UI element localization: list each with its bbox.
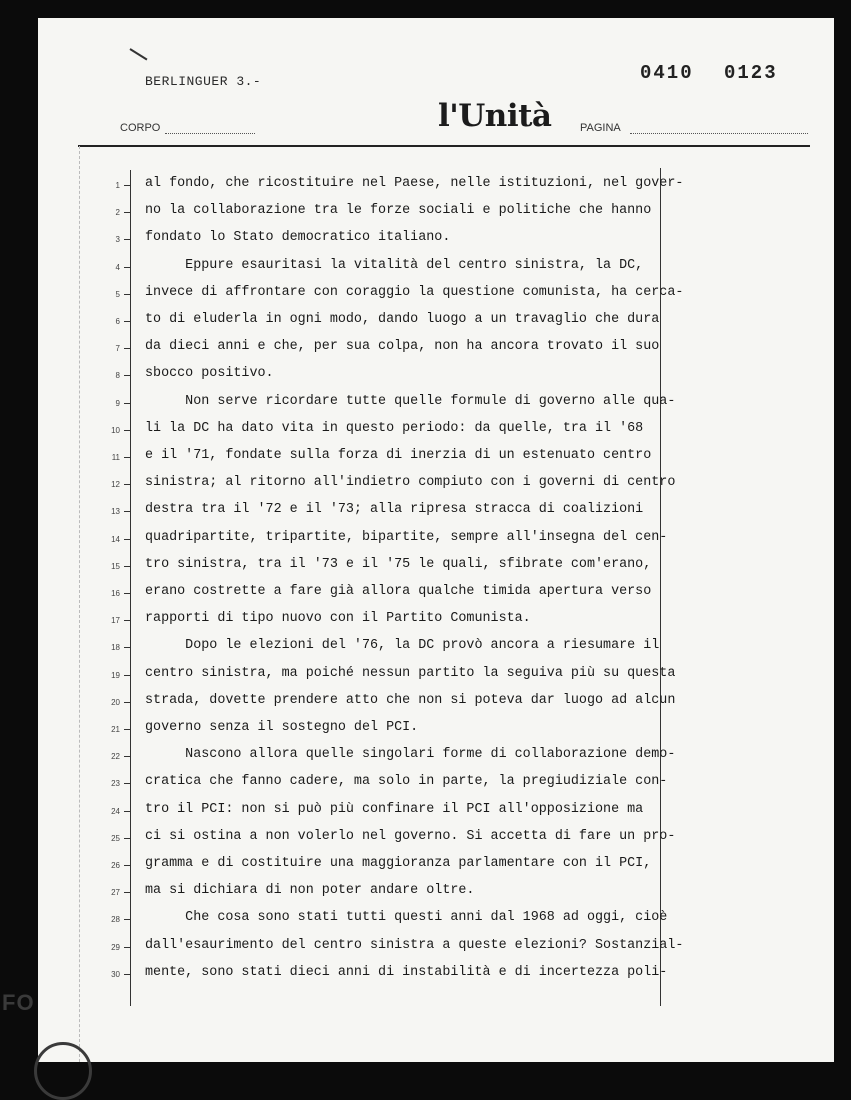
text-line: mente, sono stati dieci anni di instabilità e di incertezza poli- [145,964,668,980]
margin-tick [124,511,130,512]
line-number: 8 [115,371,120,381]
line-number: 4 [115,262,120,272]
text-line: Eppure esauritasi la vitalità del centro sinistra, la DC, [145,257,644,273]
margin-tick [124,675,130,676]
line-number: 15 [111,561,120,571]
line-number: 14 [111,534,120,544]
text-line: Nascono allora quelle singolari forme di collaborazione demo- [145,747,676,763]
line-number: 17 [111,616,120,626]
text-line: invece di affrontare con coraggio la questione comunista, ha cerca- [145,284,684,300]
text-line: no la collaborazione tra le forze sociali e politiche che hanno [145,203,652,219]
margin-tick [124,375,130,376]
line-number: 20 [111,697,120,707]
line-number: 24 [111,806,120,816]
text-line: to di eluderla in ogni modo, dando luogo a un travaglio che dura [145,312,660,327]
doc-number-right: 0123 [724,62,778,84]
line-number: 25 [111,833,120,843]
text-line: quadripartite, tripartite, bipartite, sempre all'insegna del cen- [145,529,668,545]
text-line: e il '71, fondate sulla forza di inerzia di un estenuato centro [145,448,652,463]
text-line: destra tra il '72 e il '73; alla ripresa stracca di coalizioni [145,502,644,518]
margin-tick [124,539,130,540]
line-number: 13 [111,507,120,517]
margin-tick [124,321,130,322]
line-number: 7 [115,344,120,354]
line-number: 26 [111,861,120,870]
text-line: dall'esaurimento del centro sinistra a queste elezioni? Sostanzial- [145,937,684,953]
watermark-text: FO [2,990,35,1015]
text-line: cratica che fanno cadere, ma solo in parte, la pregiudiziale con- [145,774,668,790]
margin-tick [124,403,130,404]
text-line: al fondo, che ricostituire nel Paese, nelle istituzioni, nel gover- [145,176,684,191]
text-line: ma si dichiara di non poter andare oltre. [145,883,475,899]
line-number: 9 [115,398,120,408]
text-line: centro sinistra, ma poiché nessun partito la seguiva più su questa [145,665,676,681]
margin-tick [124,838,130,839]
line-number: 30 [111,969,120,979]
margin-tick [124,294,130,295]
line-number: 16 [111,589,120,598]
text-line: sinistra; al ritorno all'indietro compiuto con i governi di centro [145,475,676,491]
line-number: 12 [111,480,120,490]
margin-tick [124,620,130,621]
header-rule [78,145,810,147]
margin-tick [124,348,130,349]
pagina-field-line [630,133,808,134]
margin-tick [124,811,130,812]
margin-tick [124,185,130,186]
margin-tick [124,430,130,431]
line-number: 23 [111,779,120,789]
text-line: Non serve ricordare tutte quelle formule di governo alle qua- [145,393,676,409]
text-line: governo senza il sostegno del PCI. [145,720,419,735]
line-number: 28 [111,915,120,925]
line-number: 18 [111,643,120,653]
line-number: 1 [115,181,120,190]
margin-tick [124,974,130,975]
line-number: 27 [111,888,120,898]
pagina-label: PAGINA [580,122,621,134]
text-line: tro sinistra, tra il '73 e il '75 le quali, sfibrate com'erano, [145,556,652,572]
margin-tick [124,457,130,458]
text-line: erano costrette a fare già allora qualche timida apertura verso [145,584,652,599]
margin-tick [124,702,130,703]
text-line: Che cosa sono stati tutti questi anni dal 1968 ad oggi, cioè [145,910,668,926]
corpo-field-line [165,133,255,134]
masthead-logo: l'Unità [438,98,552,134]
text-line: fondato lo Stato democratico italiano. [145,230,451,246]
margin-tick [124,919,130,920]
line-number: 19 [111,670,120,680]
line-number: 10 [111,425,120,435]
line-number: 22 [111,752,120,762]
margin-tick [124,212,130,213]
text-line: sbocco positivo. [145,366,274,382]
margin-tick [124,756,130,757]
text-line: rapporti di tipo nuovo con il Partito Comunista. [145,611,531,627]
line-number: 21 [111,725,120,734]
slug-heading: BERLINGUER 3.- [145,74,262,89]
document-page [38,18,834,1062]
text-line: ci si ostina a non volerlo nel governo. Si accetta di fare un pro- [145,828,676,844]
text-line: li la DC ha dato vita in questo periodo: da quelle, tra il '68 [145,420,644,436]
line-number: 11 [111,453,120,462]
text-line: strada, dovette prendere atto che non si poteva dar luogo ad alcun [145,692,676,708]
watermark-circle [34,1042,92,1100]
margin-tick [124,647,130,648]
line-number: 6 [115,317,120,326]
margin-tick [124,729,130,730]
line-number: 2 [115,208,120,218]
margin-tick [124,566,130,567]
margin-tick [124,865,130,866]
text-line: tro il PCI: non si può più confinare il PCI all'opposizione ma [145,801,644,817]
margin-tick [124,239,130,240]
margin-tick [124,892,130,893]
line-number: 3 [115,235,120,245]
pen-mark [129,48,147,60]
line-number: 29 [111,942,120,952]
left-margin-guide [79,146,80,1062]
margin-tick [124,267,130,268]
margin-tick [124,783,130,784]
line-number: 5 [115,289,120,299]
text-line: gramma e di costituire una maggioranza parlamentare con il PCI, [145,856,652,871]
text-line: Dopo le elezioni del '76, la DC provò ancora a riesumare il [145,638,660,654]
corpo-label: CORPO [120,122,161,134]
margin-tick [124,947,130,948]
text-line: da dieci anni e che, per sua colpa, non ha ancora trovato il suo [145,339,660,355]
margin-tick [124,593,130,594]
doc-number-left: 0410 [640,62,694,84]
line-number-rule [130,170,131,1006]
margin-tick [124,484,130,485]
